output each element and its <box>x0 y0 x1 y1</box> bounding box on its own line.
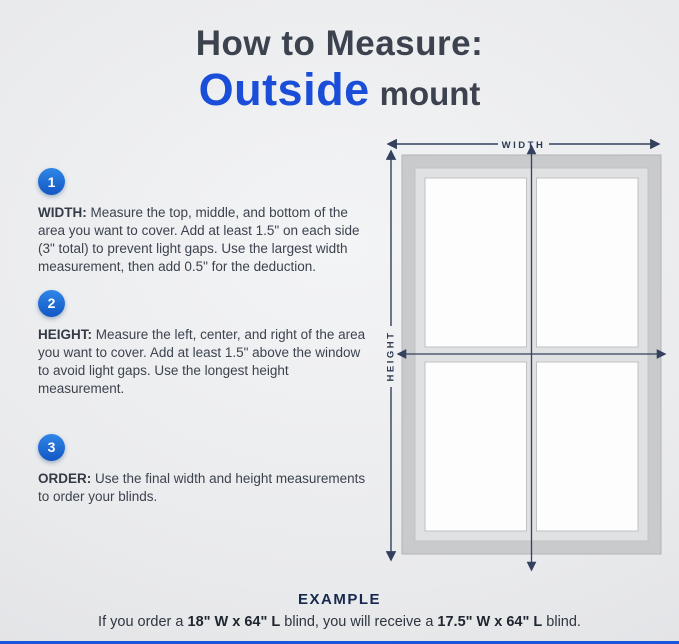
window-pane-bottom-left <box>425 362 527 531</box>
width-label: WIDTH <box>501 140 546 151</box>
window-pane-top-left <box>425 178 527 347</box>
step-1-label: WIDTH: <box>38 205 87 220</box>
step-2-badge: 2 <box>38 290 65 317</box>
title-line2 <box>0 65 679 115</box>
step-2-label: HEIGHT: <box>38 326 92 342</box>
window-diagram-svg <box>378 130 670 582</box>
steps-list <box>38 168 368 520</box>
height-label: HEIGHT <box>385 330 397 382</box>
example-received-size: 17.5" W x 64" L <box>437 614 543 630</box>
title-suffix: mount <box>379 75 481 113</box>
example-sentence <box>0 614 679 630</box>
step-3-body: Use the final width and height measurements to order your blinds. <box>38 470 366 504</box>
step-3-text <box>38 470 368 506</box>
step-2-text <box>38 326 368 398</box>
step-2-body: Measure the left, center, and right of the area you want to cover. Add at least 1.5" above the window to avoid light gaps. Use the longest height measurement. <box>38 326 366 396</box>
window-diagram <box>378 130 670 582</box>
step-1 <box>38 168 368 276</box>
window-pane-top-right <box>537 178 639 347</box>
example-ordered-size: 18" W x 64" L <box>187 614 281 630</box>
step-3-label: ORDER: <box>38 470 92 486</box>
step-1-badge: 1 <box>38 168 65 195</box>
step-2 <box>38 290 368 398</box>
example-middle: blind, you will receive a <box>284 614 434 630</box>
example-footer <box>0 591 679 630</box>
title-line1: How to Measure: <box>195 24 484 63</box>
step-1-text <box>38 204 368 276</box>
page-title <box>0 24 679 116</box>
title-highlight: Outside <box>198 64 370 116</box>
example-prefix: If you order a <box>98 614 184 630</box>
step-3 <box>38 434 368 506</box>
step-1-body: Measure the top, middle, and bottom of the area you want to cover. Add at least 1.5" on each side (3" total) to prevent light gaps. Use the largest width measurement, then add 0.5" for the deduction. <box>38 205 360 274</box>
example-heading: EXAMPLE <box>297 591 381 608</box>
step-3-badge: 3 <box>38 434 65 461</box>
window-pane-bottom-right <box>537 362 639 531</box>
example-suffix: blind. <box>546 614 581 630</box>
